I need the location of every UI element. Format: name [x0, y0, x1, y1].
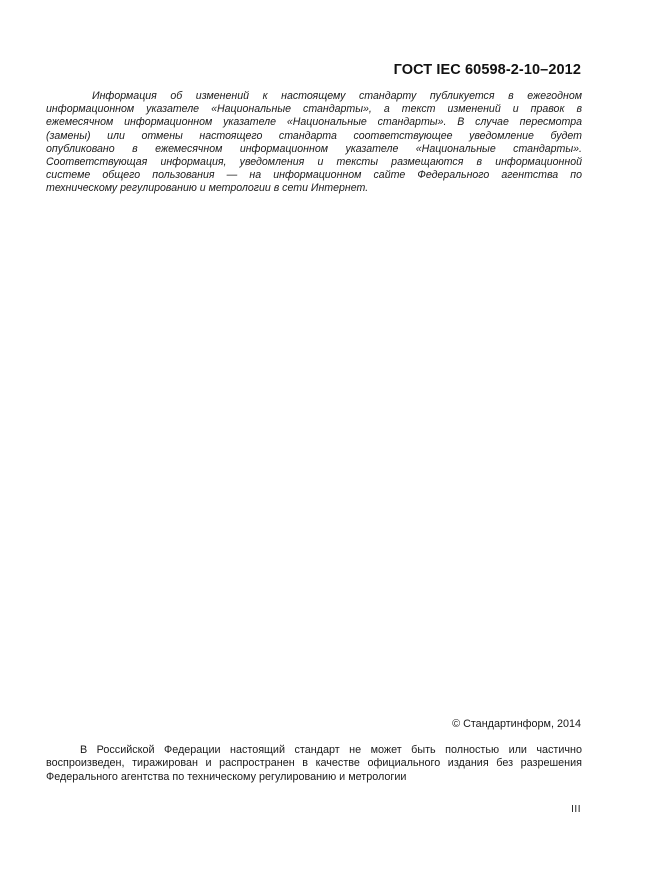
notice-line: системе общего пользования — на информационном сайте Федерального агентства по — [46, 169, 582, 182]
legal-line: Федерального агентства по техническому регулированию и метрологии — [46, 770, 407, 783]
notice-line: техническому регулированию и метрологии в сети Интернет. — [46, 182, 369, 195]
notice-line: информационном указателе «Национальные стандарты», а текст изменений и правок в — [46, 103, 582, 116]
notice-line: опубликовано в ежемесячном информационном указателе «Национальные стандарты». — [46, 142, 582, 155]
notice-line: Информация об изменений к настоящему стандарту публикуется в ежегодном — [92, 90, 582, 102]
standard-code-header: ГОСТ IEC 60598-2-10–2012 — [393, 62, 581, 78]
amendment-notice-paragraph — [46, 90, 582, 196]
notice-line: (замены) или отмены настоящего стандарта соответствующее уведомление будет — [46, 129, 582, 142]
legal-line: В Российской Федерации настоящий стандарт не может быть полностью или частично — [80, 744, 582, 756]
copyright-notice: © Стандартинформ, 2014 — [452, 718, 581, 730]
page-number: III — [571, 804, 581, 815]
legal-line: воспроизведен, тиражирован и распространен в качестве официального издания без разрешения — [46, 757, 582, 770]
notice-line: Соответствующая информация, уведомления и тексты размещаются в информационной — [46, 156, 582, 169]
notice-line: ежемесячном информационном указателе «Национальные стандарты». В случае пересмотра — [46, 116, 582, 129]
reproduction-restriction-paragraph — [46, 744, 582, 784]
